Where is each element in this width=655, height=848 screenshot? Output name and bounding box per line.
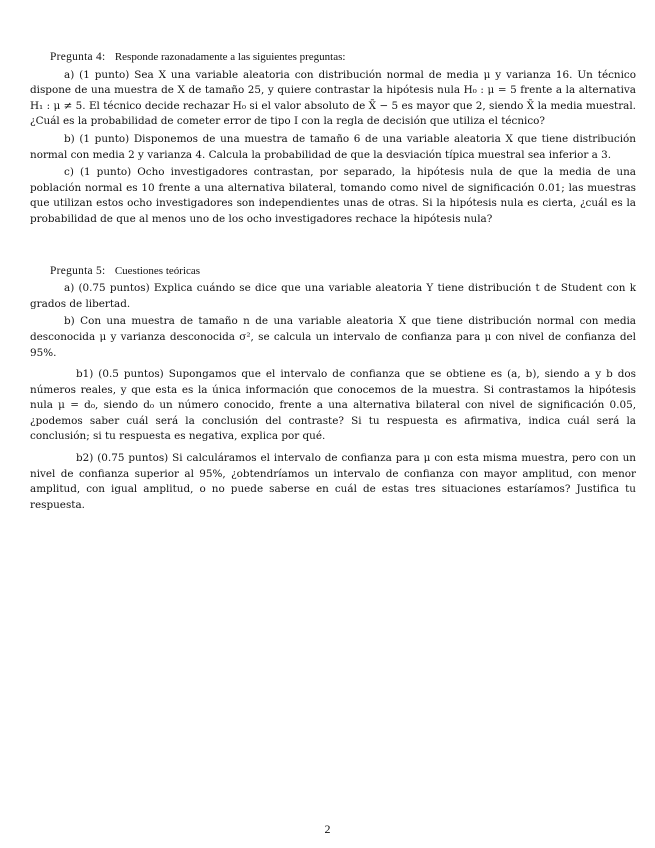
section-label: Pregunta 4: bbox=[50, 51, 106, 63]
section-intro: Cuestiones teóricas bbox=[114, 264, 201, 277]
page-number: 2 bbox=[324, 822, 331, 836]
question-4a: a) (1 punto) Sea X una variable aleatoria con distribución normal de media μ y varianza 16. Un técnico dispone de una muestra de X de tamaño 25, y quiere contrastar la hipótesis nula H₀ : μ = 5 frente a la alternativa H₁ : μ ≠ 5. El técnico decide rechazar H₀ si el valor absoluto de X̄ − 5 es mayor que 2, siendo X̄ la media muestral. ¿Cuál es la probabilidad de cometer error de tipo I con la regla de decisión que utiliza el técnico? bbox=[30, 68, 636, 128]
question-5a: a) (0.75 puntos) Explica cuándo se dice que una variable aleatoria Y tiene distribución t de Student con k grados de libertad. bbox=[30, 282, 636, 310]
section-heading bbox=[50, 264, 636, 280]
section-intro: Responde razonadamente a las siguientes preguntas: bbox=[114, 51, 346, 63]
question-4c: c) (1 punto) Ocho investigadores contrastan, por separado, la hipótesis nula de que la media de una población normal es 10 frente a una alternativa bilateral, tomando como nivel de significación 0.01; las muestras que utilizan estos ocho investigadores son independientes unas de otras. Si la hipótesis nula es cierta, ¿cuál es la probabilidad de que al menos uno de los ocho investigadores rechace la hipótesis nula? bbox=[30, 166, 636, 225]
question-5b1: b1) (0.5 puntos) Supongamos que el intervalo de confianza que se obtiene es (a, b), siendo a y b dos números reales, y que esta es la única información que conocemos de la muestra. Si contrastamos la hipótesis nula μ = d₀, siendo d₀ un número conocido, frente a una alternativa bilateral con nivel de significación 0.05, ¿podemos saber cuál será la conclusión del contraste? Si tu respuesta es afirmativa, indica cuál será la conclusión; si tu respuesta es negativa, explica por qué. bbox=[30, 368, 636, 443]
section-pregunta-4 bbox=[30, 50, 636, 228]
section-pregunta-5 bbox=[30, 264, 636, 514]
question-5b2: b2) (0.75 puntos) Si calculáramos el intervalo de confianza para μ con esta misma muestra, pero con un nivel de confianza superior al 95%, ¿obtendríamos un intervalo de confianza con mayor amplitud, con menor amplitud, con igual amplitud, o no puede saberse en cuál de estas tres situaciones estaríamos? Justifica tu respuesta. bbox=[30, 452, 636, 511]
section-label: Pregunta 5: bbox=[50, 264, 106, 277]
question-5b: b) Con una muestra de tamaño n de una variable aleatoria X que tiene distribución normal con media desconocida μ y varianza desconocida σ², se calcula un intervalo de confianza para μ con nivel de confianza del 95%. bbox=[30, 315, 636, 359]
page-content bbox=[30, 50, 636, 515]
question-4b: b) (1 punto) Disponemos de una muestra de tamaño 6 de una variable aleatoria X que tiene distribución normal con media 2 y varianza 4. Calcula la probabilidad de que la desviación típica muestral sea inferior a 3. bbox=[30, 132, 636, 161]
section-heading bbox=[50, 50, 636, 66]
